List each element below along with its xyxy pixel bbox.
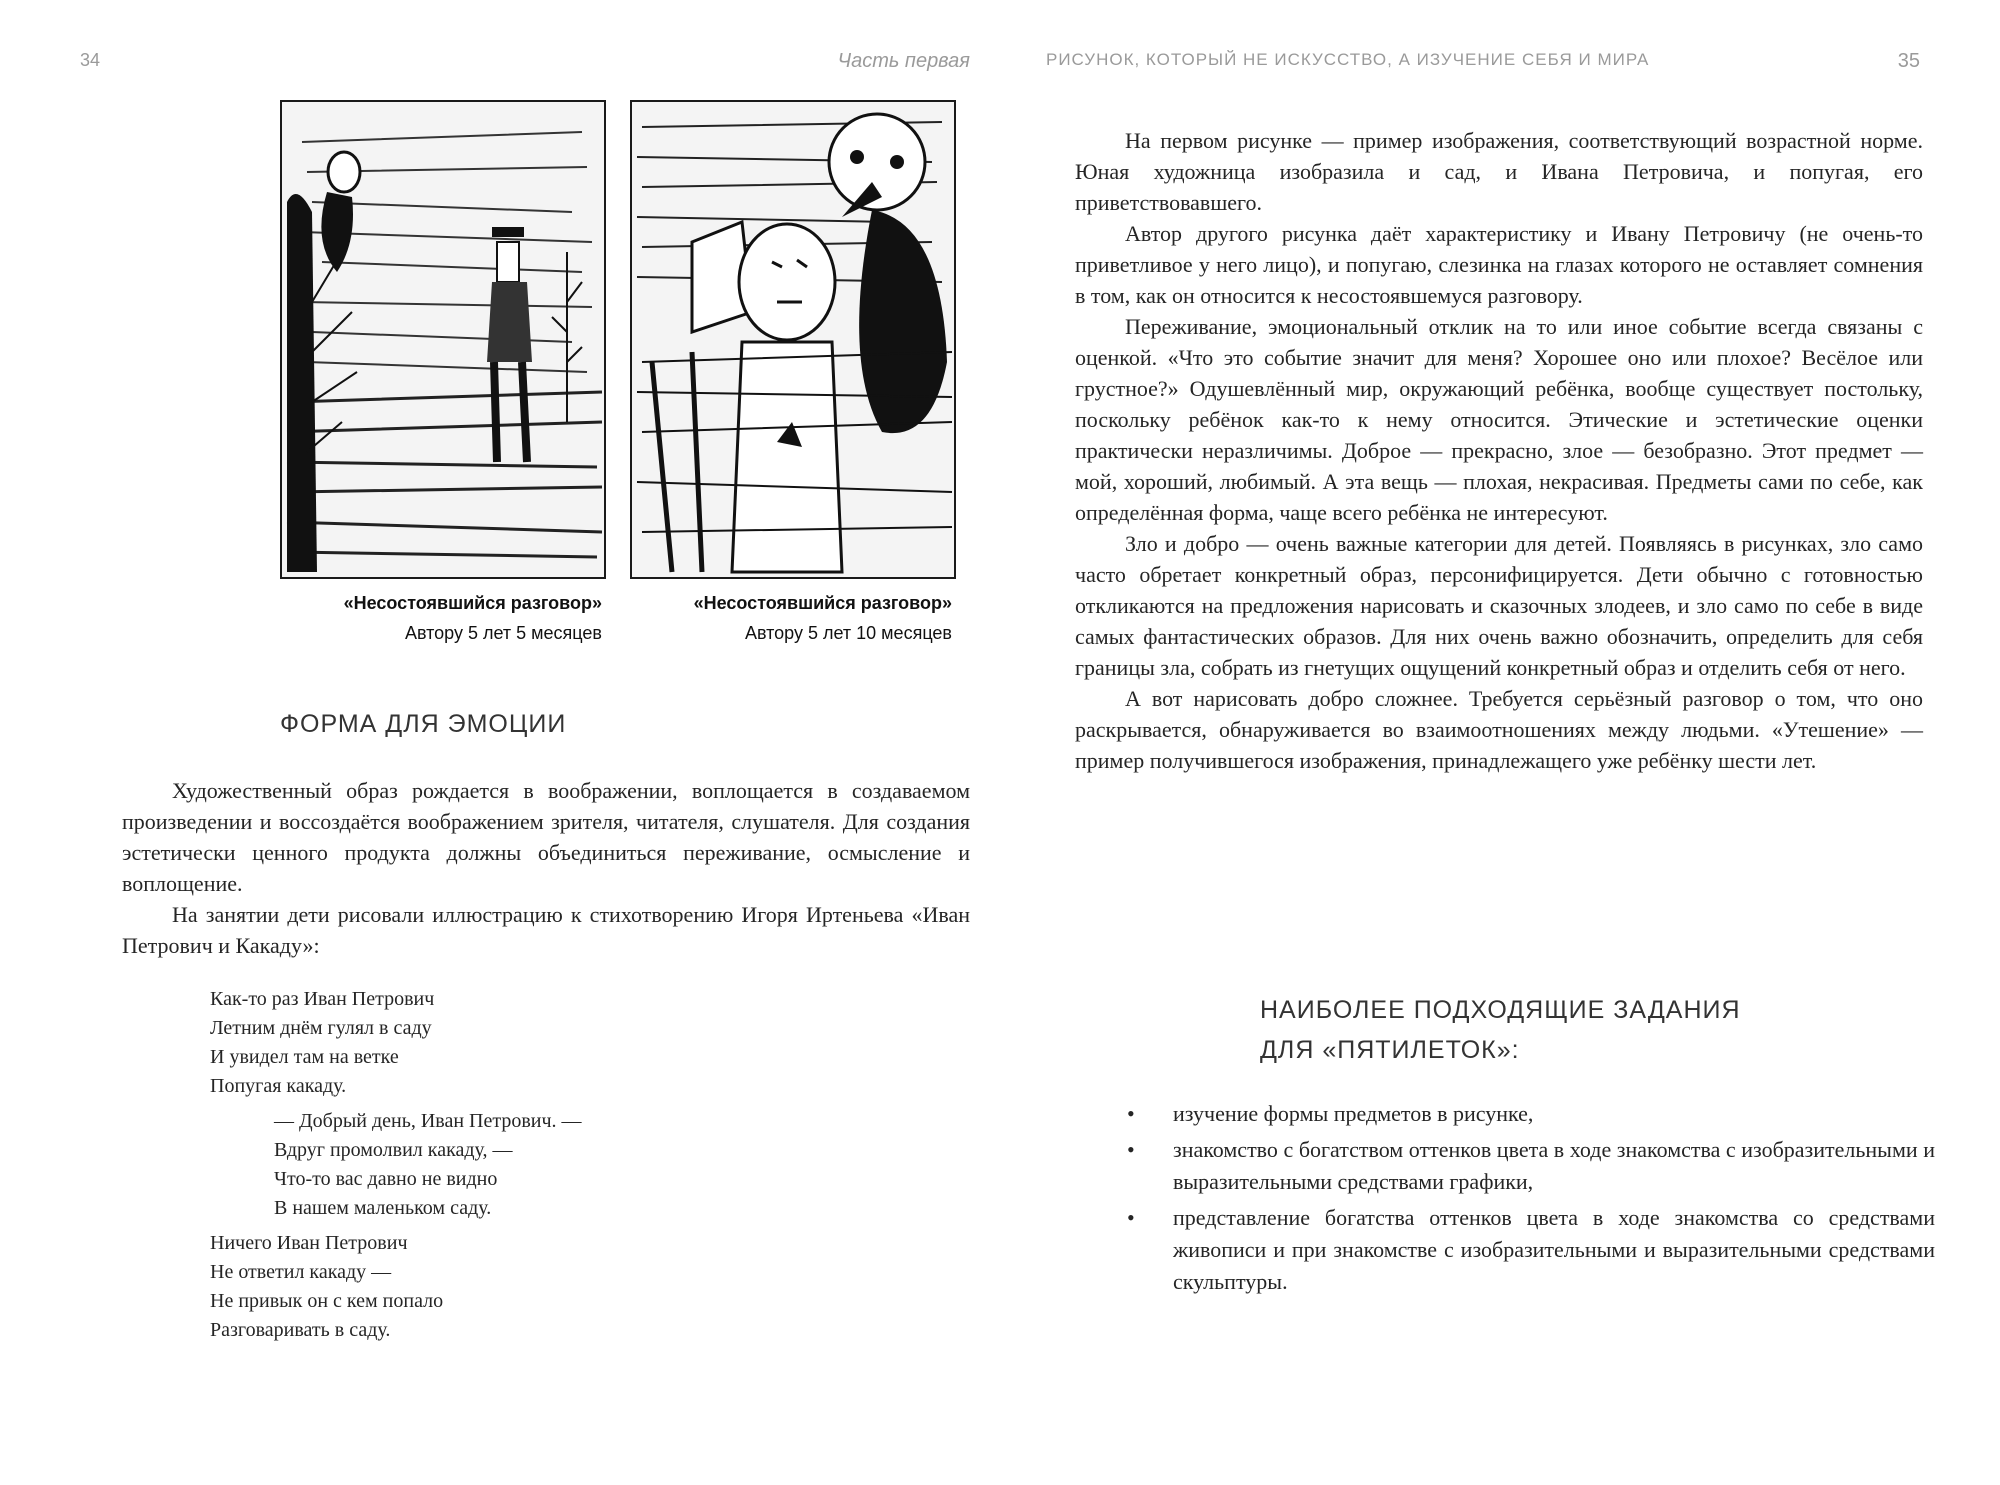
poem-line: Вдруг промолвил какаду, — bbox=[274, 1139, 513, 1161]
bullet-icon: • bbox=[1127, 1205, 1135, 1230]
poem-line: Попугая какаду. bbox=[210, 1075, 347, 1097]
list-item-text: представление богатства оттенков цвета в ходе знакомства со средствами живописи и при знакомстве с изобразительными и выразительными средствами скульптуры. bbox=[1173, 1205, 1935, 1294]
figure-2-title: «Несостоявшийся разговор» bbox=[693, 593, 952, 613]
poem-line: Ничего Иван Петрович bbox=[210, 1232, 408, 1254]
left-paragraph-1: Художественный образ рождается в воображении, воплощается в создаваемом произведении и воссоздаётся воображением зрителя, читателя, слушателя. Для создания эстетически ценного продукта должны объединиться переживание, осмысление и воплощение. bbox=[122, 778, 970, 896]
poem-line: Что-то вас давно не видно bbox=[274, 1168, 498, 1190]
section-heading-form: ФОРМА ДЛЯ ЭМОЦИИ bbox=[280, 710, 567, 738]
right-paragraph-2: Автор другого рисунка даёт характеристику и Ивану Петровичу (не очень-то приветливое у него лицо), и попугаю, слезинка на глазах которого не оставляет сомнения в том, как он относится к несостоявшемуся разговору. bbox=[1075, 221, 1923, 308]
poem-stanza-2 bbox=[274, 1107, 582, 1223]
right-paragraph-4: Зло и добро — очень важные категории для детей. Появляясь в рисунках, зло само часто обретает конкретный образ, персонифицируется. Дети обычно с готовностью откликаются на предложения нарисовать и сказочных злодеев, и зло само по себе в виде самых фантастических образов. Для них очень важно обозначить, определить для себя границы зла, собрать из гнетущих ощущений конкретный образ и отделить себя от него. bbox=[1075, 531, 1923, 680]
drawing-1-illustration bbox=[282, 102, 604, 577]
figure-1-title: «Несостоявшийся разговор» bbox=[343, 593, 602, 613]
poem-line: Как-то раз Иван Петрович bbox=[210, 988, 435, 1010]
section-heading-tasks-line-1: НАИБОЛЕЕ ПОДХОДЯЩИЕ ЗАДАНИЯ bbox=[1260, 996, 1741, 1024]
poem-line: И увидел там на ветке bbox=[210, 1046, 399, 1068]
running-head-left: Часть первая bbox=[837, 50, 970, 72]
task-list bbox=[1075, 1098, 1935, 1302]
poem-line: Не привык он с кем попало bbox=[210, 1290, 444, 1312]
figure-2-caption bbox=[630, 588, 952, 648]
poem-line: Не ответил какаду — bbox=[210, 1261, 392, 1283]
bullet-icon: • bbox=[1127, 1101, 1135, 1126]
right-paragraph-3: Переживание, эмоциональный отклик на то или иное событие всегда связаны с оценкой. «Что это событие значит для меня? Хорошее оно или плохое? Весёлое или грустное?» Одушевлённый мир, окружающий ребёнка, вообще существует постольку, поскольку ребёнок как-то к нему относится. Этические и эстетические оценки практически неразличимы. Доброе — прекрасно, злое — безобразно. Этот предмет — мой, хороший, любимый. А эта вещь — плохая, некрасивая. Предметы сами по себе, как определённая форма, чаще всего ребёнка не интересуют. bbox=[1075, 314, 1923, 525]
poem-line: Летним днём гулял в саду bbox=[210, 1017, 432, 1039]
poem-stanza-3 bbox=[210, 1229, 582, 1345]
left-paragraph-2: На занятии дети рисовали иллюстрацию к стихотворению Игоря Иртеньева «Иван Петрович и Какаду»: bbox=[122, 902, 970, 958]
page-number-left: 34 bbox=[80, 50, 101, 70]
child-drawing-2 bbox=[630, 100, 956, 579]
poem-stanza-1 bbox=[210, 985, 582, 1101]
poem-line: Разговаривать в саду. bbox=[210, 1319, 391, 1341]
figure-1-caption bbox=[280, 588, 602, 648]
right-paragraph-1: На первом рисунке — пример изображения, соответствующий возрастной норме. Юная художница изобразила и сад, и Ивана Петровича, и попугая, его приветствовавшего. bbox=[1075, 128, 1923, 215]
section-heading-tasks bbox=[1260, 990, 1741, 1070]
page-number-right: 35 bbox=[1897, 50, 1920, 72]
list-item bbox=[1075, 1134, 1935, 1198]
right-paragraph-5: А вот нарисовать добро сложнее. Требуется серьёзный разговор о том, что оно раскрывается, обнаруживается во взаимоотношениях между людьми. «Утешение» — пример получившегося изображения, принадлежащего уже ребёнку шести лет. bbox=[1075, 686, 1923, 773]
poem-line: — Добрый день, Иван Петрович. — bbox=[274, 1110, 582, 1132]
drawing-2-illustration bbox=[632, 102, 954, 577]
section-heading-tasks-line-2: ДЛЯ «ПЯТИЛЕТОК»: bbox=[1260, 1036, 1520, 1064]
right-page bbox=[1000, 0, 2000, 1485]
list-item-text: изучение формы предметов в рисунке, bbox=[1173, 1101, 1534, 1126]
list-item bbox=[1075, 1098, 1935, 1130]
list-item-text: знакомство с богатством оттенков цвета в ходе знакомства с изобразительными и выразительными средствами графики, bbox=[1173, 1137, 1935, 1194]
running-head-right: РИСУНОК, КОТОРЫЙ НЕ ИСКУССТВО, А ИЗУЧЕНИЕ СЕБЯ И МИРА bbox=[1046, 50, 1650, 69]
left-body-text bbox=[122, 775, 970, 961]
child-drawing-1 bbox=[280, 100, 606, 579]
bullet-icon: • bbox=[1127, 1137, 1135, 1162]
figure-2-author-age: Автору 5 лет 10 месяцев bbox=[744, 623, 952, 643]
poem-line: В нашем маленьком саду. bbox=[274, 1197, 492, 1219]
poem bbox=[210, 985, 582, 1351]
list-item bbox=[1075, 1202, 1935, 1298]
figure-1-author-age: Автору 5 лет 5 месяцев bbox=[404, 623, 602, 643]
right-body-text bbox=[1075, 125, 1923, 776]
